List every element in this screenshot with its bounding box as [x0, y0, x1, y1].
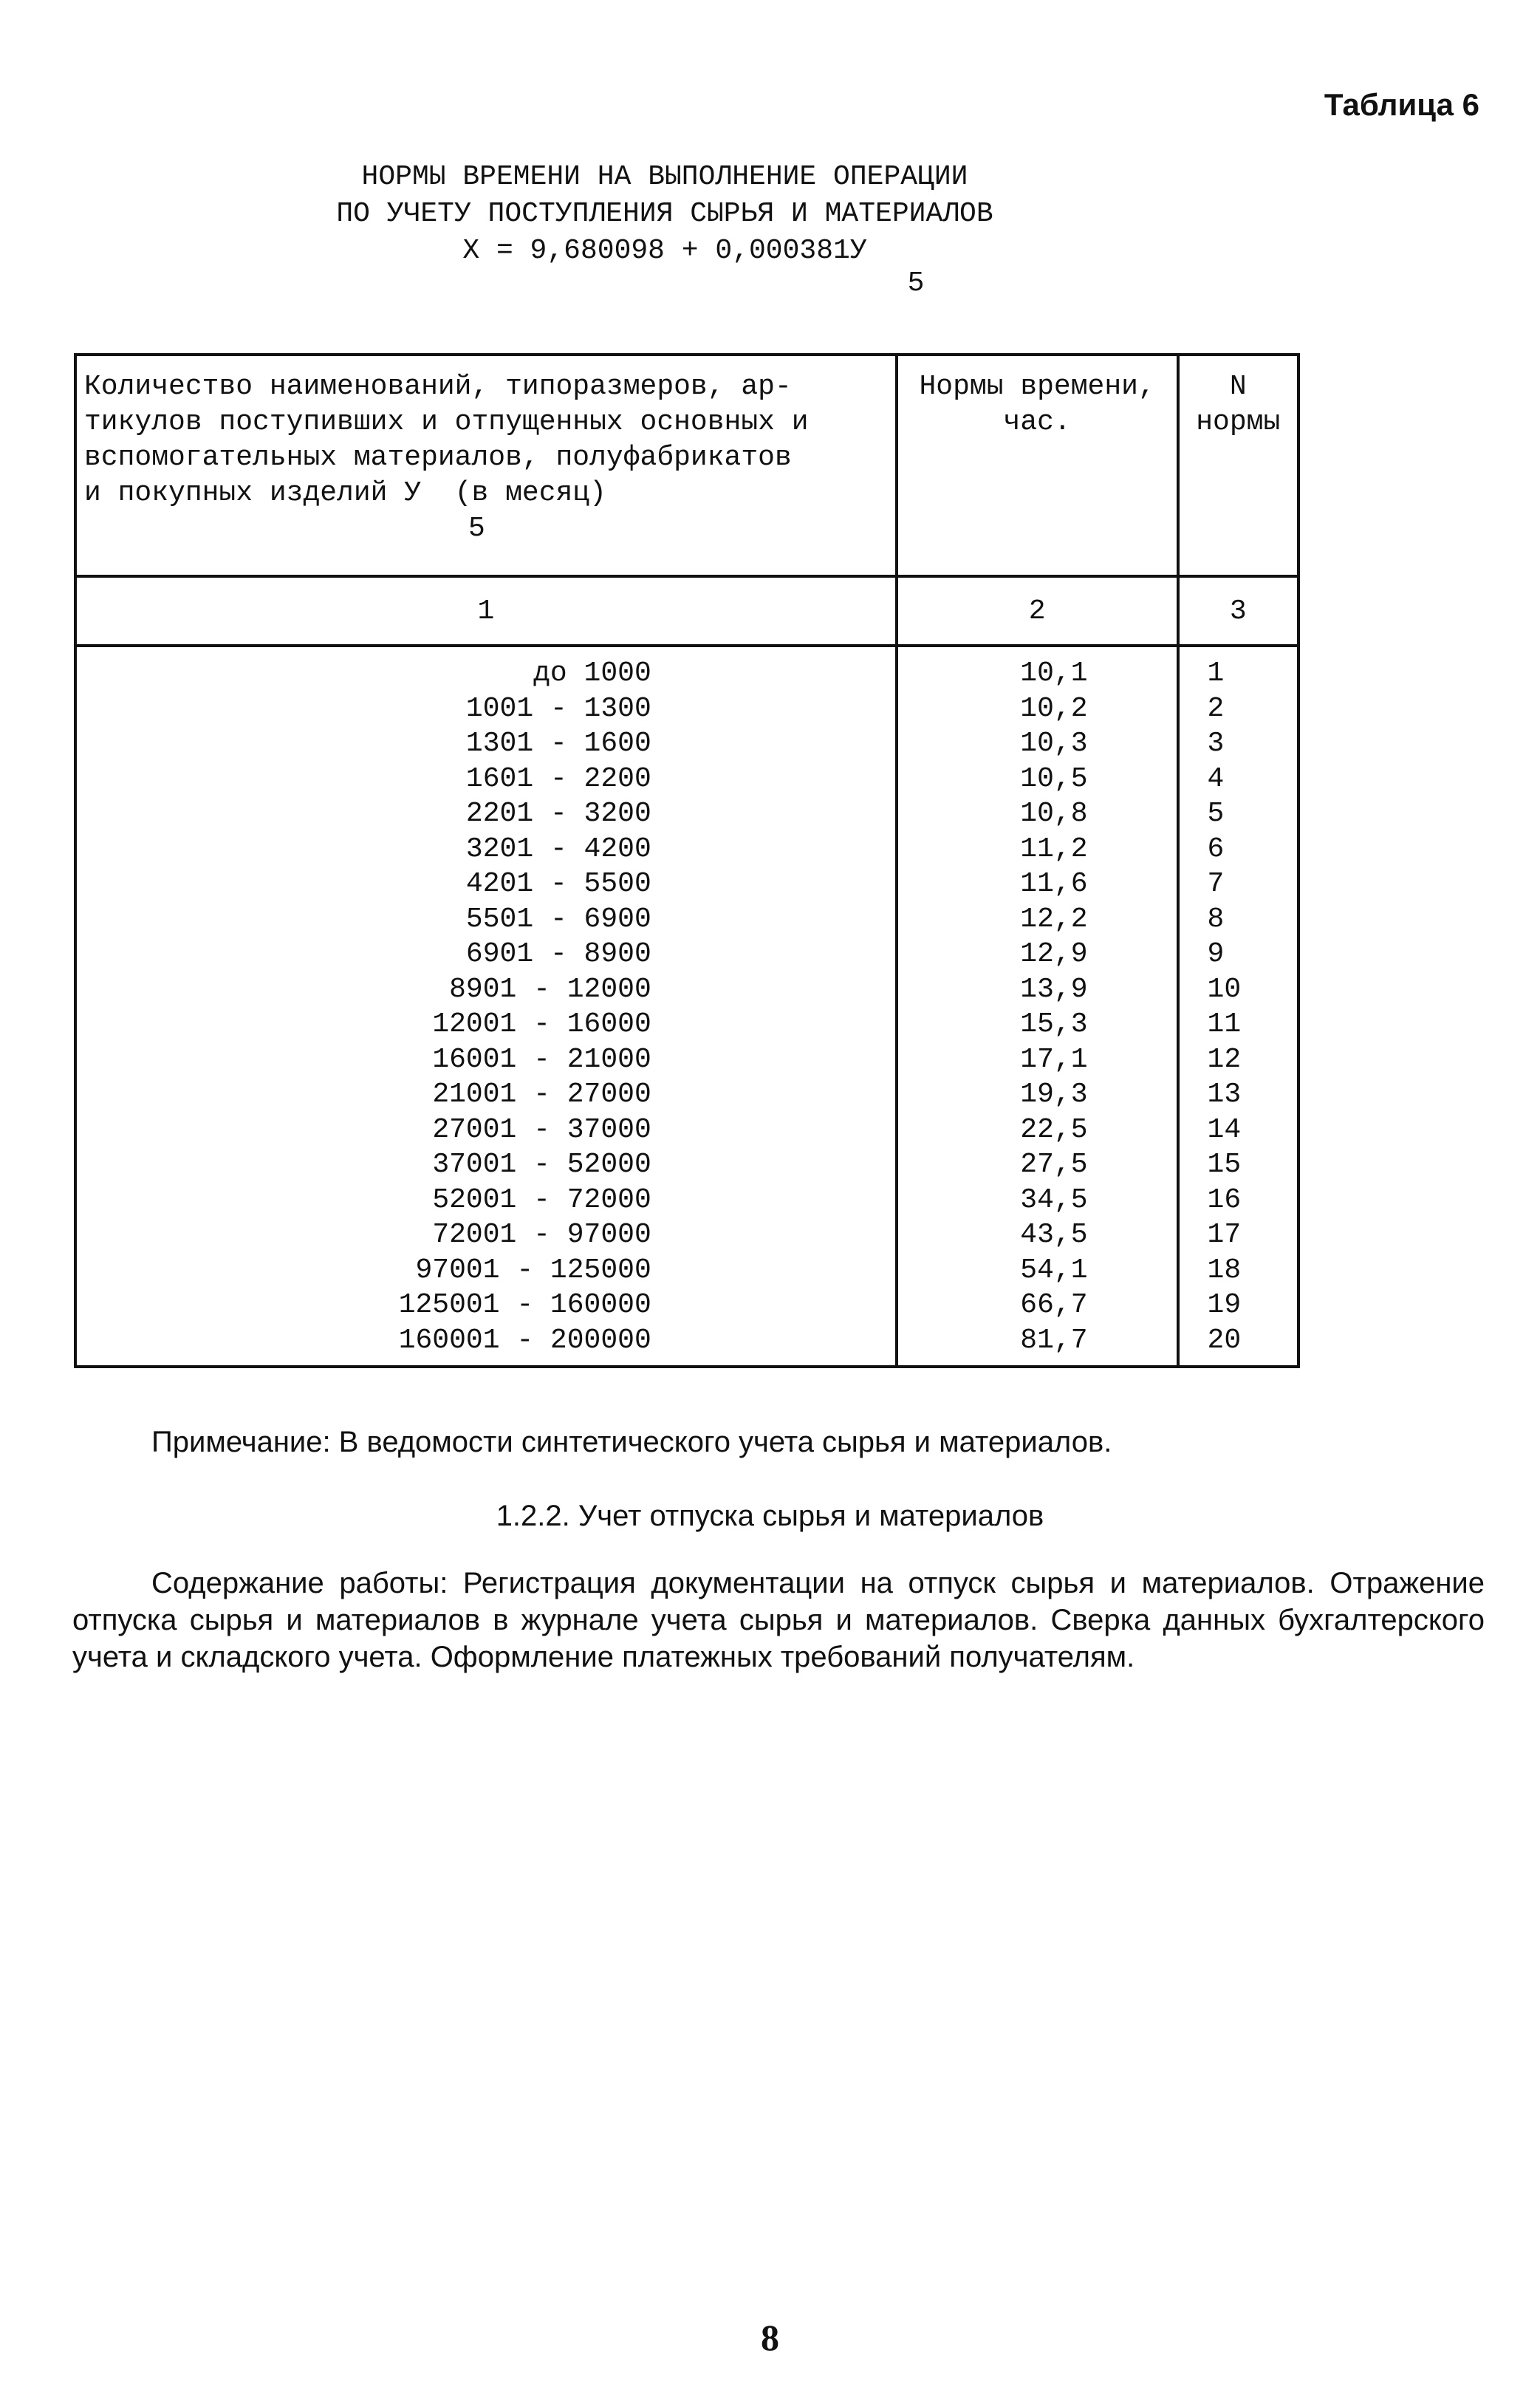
header-time-norm-line: Нормы времени,	[919, 371, 1155, 403]
quantity-range: 52001 - 72000	[432, 1183, 651, 1216]
table-data-row	[75, 646, 1298, 1367]
quantity-range: 160001 - 200000	[398, 1324, 651, 1356]
quantity-range: 1601 - 2200	[465, 762, 651, 795]
norm-number: 4	[1207, 762, 1225, 795]
quantity-range: 37001 - 52000	[432, 1149, 651, 1181]
header-norm-number-line: нормы	[1196, 406, 1281, 438]
norm-number: 18	[1207, 1254, 1242, 1286]
norm-number: 11	[1207, 1008, 1242, 1040]
time-norm-value: 34,5	[1020, 1183, 1088, 1216]
time-norm-value: 54,1	[1020, 1254, 1088, 1286]
norm-number: 19	[1207, 1289, 1242, 1321]
quantity-range: 1001 - 1300	[465, 692, 651, 725]
norm-number: 17	[1207, 1219, 1242, 1251]
column-number-row	[75, 576, 1298, 646]
time-norm-value: 43,5	[1020, 1219, 1088, 1251]
title-line-1: НОРМЫ ВРЕМЕНИ НА ВЫПОЛНЕНИЕ ОПЕРАЦИИ	[361, 161, 968, 193]
time-norm-value: 12,2	[1020, 903, 1088, 935]
quantity-range: 16001 - 21000	[432, 1043, 651, 1076]
time-norm-value: 10,3	[1020, 728, 1088, 759]
quantity-range: 8901 - 12000	[449, 973, 651, 1005]
header-norm-number	[1178, 355, 1298, 576]
column-number: 3	[1178, 576, 1298, 646]
header-quantity-line: тикулов поступивших и отпущенных основных и	[84, 406, 809, 438]
time-norm-value: 22,5	[1020, 1113, 1088, 1146]
norm-number: 8	[1207, 903, 1225, 935]
quantity-range: 1301 - 1600	[465, 728, 651, 759]
time-norm-value: 10,1	[1020, 657, 1088, 689]
table-label: Таблица 6	[1324, 87, 1479, 122]
column-number: 1	[75, 576, 897, 646]
title-formula: X = 9,680098 + 0,000381У	[462, 235, 867, 267]
quantity-range: 5501 - 6900	[465, 903, 651, 935]
quantity-range: 3201 - 4200	[465, 833, 651, 865]
time-norm-value: 10,2	[1020, 692, 1088, 725]
header-quantity-line: вспомогательных материалов, полуфабрикатов	[84, 442, 792, 474]
time-norm-value: 66,7	[1020, 1289, 1088, 1321]
header-time-norm	[897, 355, 1178, 576]
table-header-row	[75, 355, 1298, 576]
quantity-range: 2201 - 3200	[465, 798, 651, 830]
norm-number: 10	[1207, 973, 1242, 1005]
time-norm-value: 12,9	[1020, 938, 1088, 970]
time-norm-value: 81,7	[1020, 1324, 1088, 1356]
norm-number: 15	[1207, 1149, 1242, 1181]
time-norm-value: 11,2	[1020, 833, 1088, 865]
norm-number: 1	[1207, 657, 1225, 689]
header-quantity-line: Количество наименований, типоразмеров, ар-	[84, 371, 792, 403]
title-formula-subscript: 5	[907, 267, 925, 299]
norm-number: 2	[1207, 692, 1225, 725]
page-number: 8	[761, 2317, 779, 2358]
time-norm-value: 11,6	[1020, 868, 1088, 900]
section-heading: 1.2.2. Учет отпуска сырья и материалов	[496, 1500, 1044, 1532]
norm-number: 14	[1207, 1113, 1242, 1146]
header-time-norm-line: час.	[1003, 406, 1071, 438]
header-quantity-subscript: 5	[468, 513, 485, 544]
quantity-range-column	[75, 646, 897, 1367]
time-norm-value: 19,3	[1020, 1079, 1088, 1110]
time-norm-column	[897, 646, 1178, 1367]
norm-number: 7	[1207, 868, 1225, 900]
header-norm-number-line: N	[1229, 371, 1247, 403]
quantity-range: 4201 - 5500	[465, 868, 651, 900]
quantity-range: 6901 - 8900	[465, 938, 651, 970]
time-norm-value: 15,3	[1020, 1008, 1088, 1040]
norm-number: 5	[1207, 798, 1225, 830]
norm-number: 16	[1207, 1183, 1242, 1216]
norm-number-column	[1178, 646, 1298, 1367]
quantity-range: 72001 - 97000	[432, 1219, 651, 1251]
time-norm-value: 10,5	[1020, 762, 1088, 795]
time-norm-value: 17,1	[1020, 1043, 1088, 1076]
time-norm-value: 27,5	[1020, 1149, 1088, 1181]
norm-number: 9	[1207, 938, 1225, 970]
quantity-range: до 1000	[533, 657, 651, 689]
header-quantity-line: и покупных изделий У (в месяц)	[84, 477, 606, 509]
quantity-range: 27001 - 37000	[432, 1113, 651, 1146]
quantity-range: 21001 - 27000	[432, 1079, 651, 1110]
title-line-2: ПО УЧЕТУ ПОСТУПЛЕНИЯ СЫРЬЯ И МАТЕРИАЛОВ	[336, 198, 993, 230]
table-title	[0, 159, 1329, 298]
norms-table	[74, 353, 1300, 1368]
time-norm-value: 10,8	[1020, 798, 1088, 830]
norm-number: 6	[1207, 833, 1225, 865]
header-quantity	[75, 355, 897, 576]
norm-number: 13	[1207, 1079, 1242, 1110]
table-note: Примечание: В ведомости синтетического учета сырья и материалов.	[151, 1426, 1112, 1458]
quantity-range: 125001 - 160000	[398, 1289, 651, 1321]
norm-number: 12	[1207, 1043, 1242, 1076]
norm-number: 20	[1207, 1324, 1242, 1356]
time-norm-value: 13,9	[1020, 973, 1088, 1005]
norm-number: 3	[1207, 728, 1225, 759]
quantity-range: 97001 - 125000	[415, 1254, 651, 1286]
quantity-range: 12001 - 16000	[432, 1008, 651, 1040]
column-number: 2	[897, 576, 1178, 646]
work-content-paragraph: Содержание работы: Регистрация документации на отпуск сырья и материалов. Отражение отпуска сырья и материалов в журнале учета сырья и материалов. Сверка данных бухгалтерского учета и складского учета. Оформление платежных требований получателям.	[72, 1567, 1485, 1673]
